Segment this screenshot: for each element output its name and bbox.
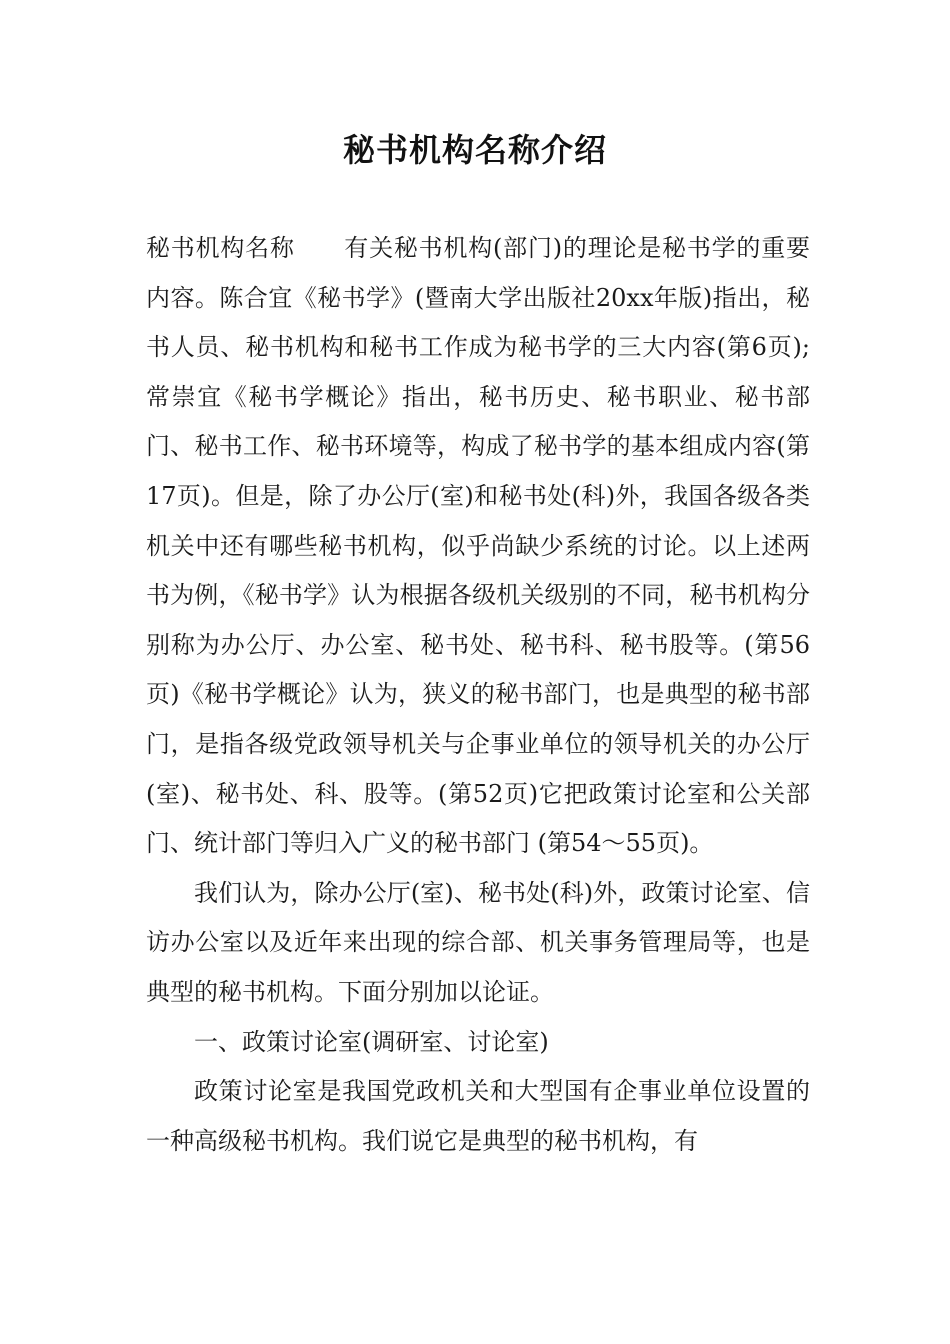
paragraph-intro: 秘书机构名称 有关秘书机构(部门)的理论是秘书学的重要内容。陈合宜《秘书学》(暨南大学出版社20xx年版)指出，秘书人员、秘书机构和秘书工作成为秘书学的三大内容(第6页);常崇宜《秘书学概论》指出，秘书历史、秘书职业、秘书部门、秘书工作、秘书环境等，构成了秘书学的基本组成内容(第17页)。但是，除了办公厅(室)和秘书处(科)外，我国各级各类机关中还有哪些秘书机构，似乎尚缺少系统的讨论。以上述两书为例，《秘书学》认为根据各级机关级别的不同，秘书机构分别称为办公厅、办公室、秘书处、秘书科、秘书股等。(第56页)《秘书学概论》认为，狭义的秘书部门，也是典型的秘书部门，是指各级党政领导机关与企事业单位的领导机关的办公厅(室)、秘书处、科、股等。(第52页)它把政策讨论室和公关部门、统计部门等归入广义的秘书部门 (第54～55页)。 bbox=[146, 234, 810, 858]
paragraph-thesis: 我们认为，除办公厅(室)、秘书处(科)外，政策讨论室、信访办公室以及近年来出现的综合部、机关事务管理局等，也是典型的秘书机构。下面分别加以论证。 bbox=[146, 878, 810, 1006]
paragraph-section-1: 政策讨论室是我国党政机关和大型国有企事业单位设置的一种高级秘书机构。我们说它是典型的秘书机构，有 bbox=[146, 1077, 810, 1155]
document-body bbox=[146, 224, 810, 1166]
section-heading: 一、政策讨论室(调研室、讨论室) bbox=[194, 1027, 549, 1056]
document-title: 秘书机构名称介绍 bbox=[342, 131, 607, 169]
